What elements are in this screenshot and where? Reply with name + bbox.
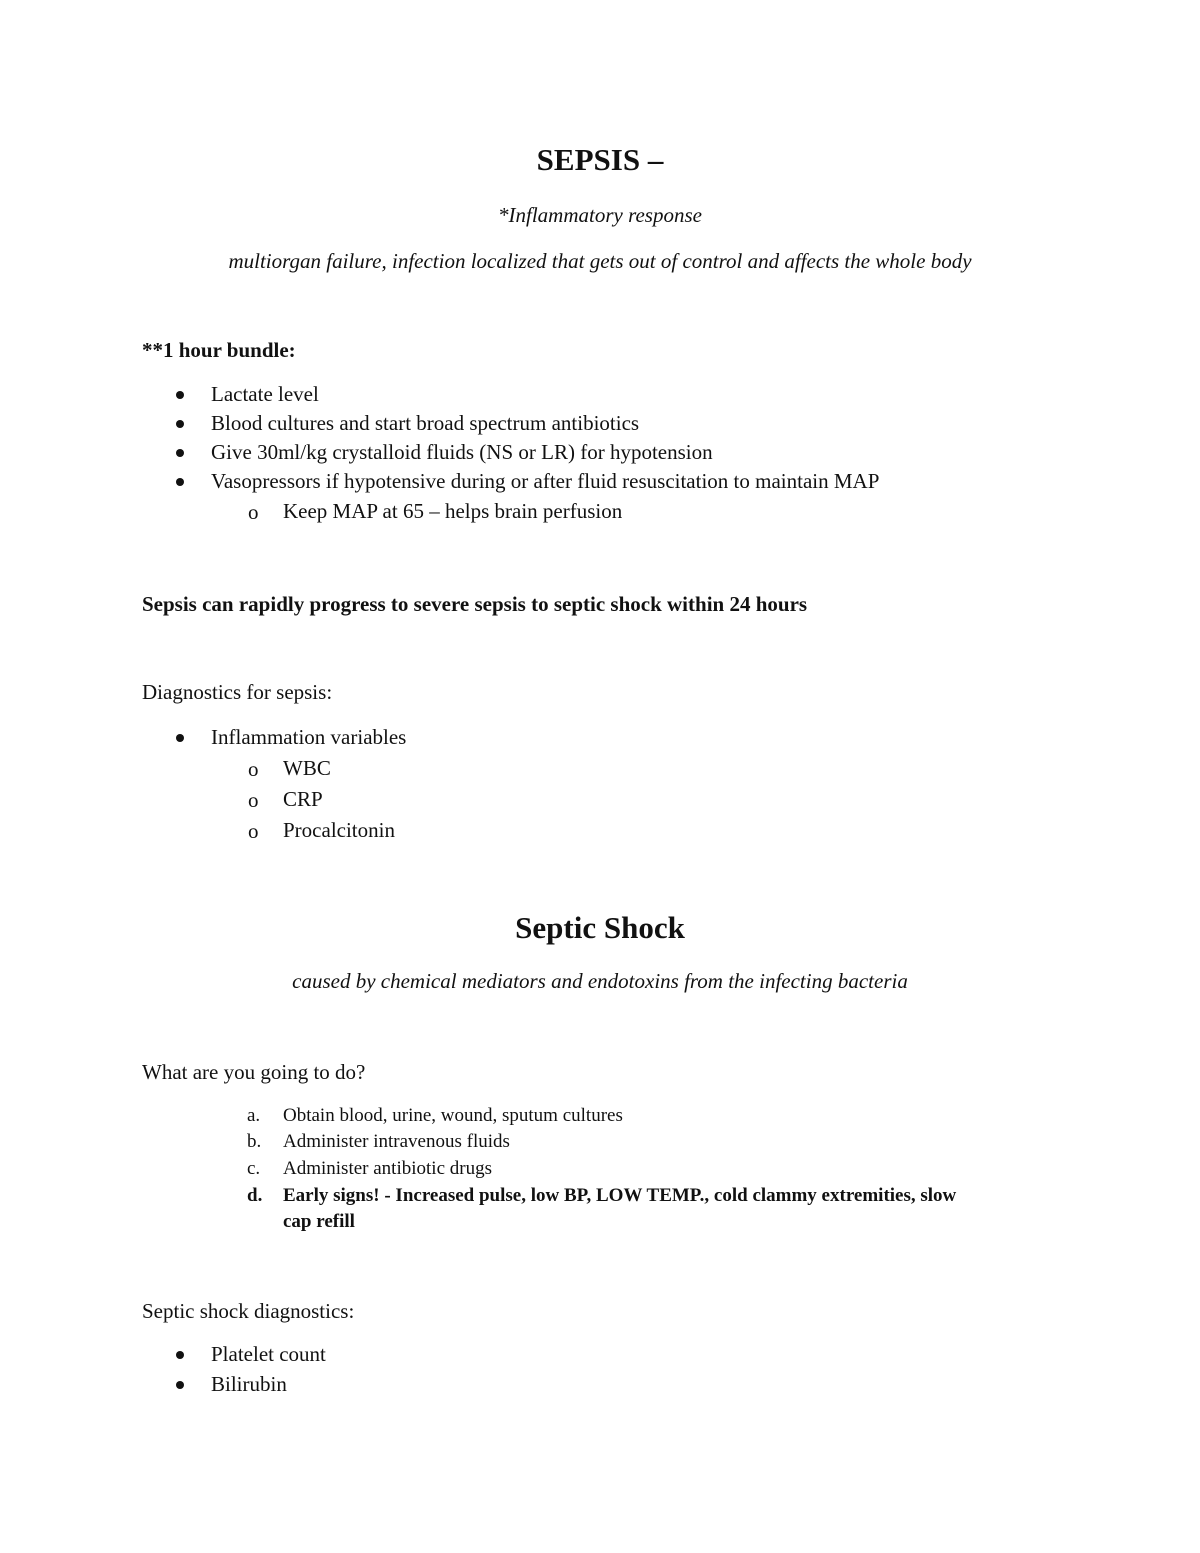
- list-item-early-signs-cont: cap refill: [283, 1211, 355, 1232]
- list-subitem: CRP: [283, 787, 323, 811]
- list-item: Obtain blood, urine, wound, sputum cultures: [283, 1105, 623, 1126]
- list-item: Give 30ml/kg crystalloid fluids (NS or LR) for hypotension: [211, 440, 713, 464]
- sub-bullet-marker: o: [248, 788, 259, 812]
- sub-bullet-marker: o: [248, 819, 259, 843]
- septic-shock-title: Septic Shock: [515, 910, 685, 945]
- list-item: Bilirubin: [211, 1372, 287, 1396]
- list-marker: a.: [247, 1105, 261, 1126]
- bullet-icon: [176, 420, 184, 428]
- list-marker: c.: [247, 1158, 261, 1179]
- sub-bullet-marker: o: [248, 757, 259, 781]
- list-item: Administer antibiotic drugs: [283, 1158, 492, 1179]
- list-item: Vasopressors if hypotensive during or after fluid resuscitation to maintain MAP: [211, 469, 880, 493]
- list-subitem: WBC: [283, 756, 331, 780]
- bundle-heading: **1 hour bundle:: [142, 338, 296, 362]
- sepsis-subtitle: *Inflammatory response: [498, 203, 702, 227]
- list-item: Platelet count: [211, 1342, 326, 1366]
- action-question: What are you going to do?: [142, 1060, 366, 1084]
- list-item: Blood cultures and start broad spectrum antibiotics: [211, 411, 640, 435]
- list-marker: d.: [247, 1185, 263, 1206]
- septic-shock-diagnostics-heading: Septic shock diagnostics:: [142, 1299, 355, 1323]
- list-item: Lactate level: [211, 382, 319, 406]
- bullet-icon: [176, 478, 184, 486]
- progression-note: Sepsis can rapidly progress to severe sepsis to septic shock within 24 hours: [142, 592, 808, 616]
- list-marker: b.: [247, 1131, 262, 1152]
- bullet-icon: [176, 1351, 184, 1359]
- sub-bullet-marker: o: [248, 500, 259, 524]
- list-item: Administer intravenous fluids: [283, 1131, 510, 1152]
- bullet-icon: [176, 734, 184, 742]
- bullet-icon: [176, 449, 184, 457]
- bullet-icon: [176, 391, 184, 399]
- list-item: Inflammation variables: [211, 725, 407, 749]
- list-subitem: Keep MAP at 65 – helps brain perfusion: [283, 499, 623, 523]
- septic-shock-subtitle: caused by chemical mediators and endotoxins from the infecting bacteria: [292, 969, 908, 993]
- list-item-early-signs: Early signs! - Increased pulse, low BP, LOW TEMP., cold clammy extremities, slow: [283, 1185, 957, 1206]
- page-title: SEPSIS –: [536, 142, 664, 177]
- sepsis-description: multiorgan failure, infection localized that gets out of control and affects the whole body: [228, 249, 972, 273]
- bullet-icon: [176, 1381, 184, 1389]
- list-subitem: Procalcitonin: [283, 818, 395, 842]
- sepsis-diagnostics-heading: Diagnostics for sepsis:: [142, 680, 333, 704]
